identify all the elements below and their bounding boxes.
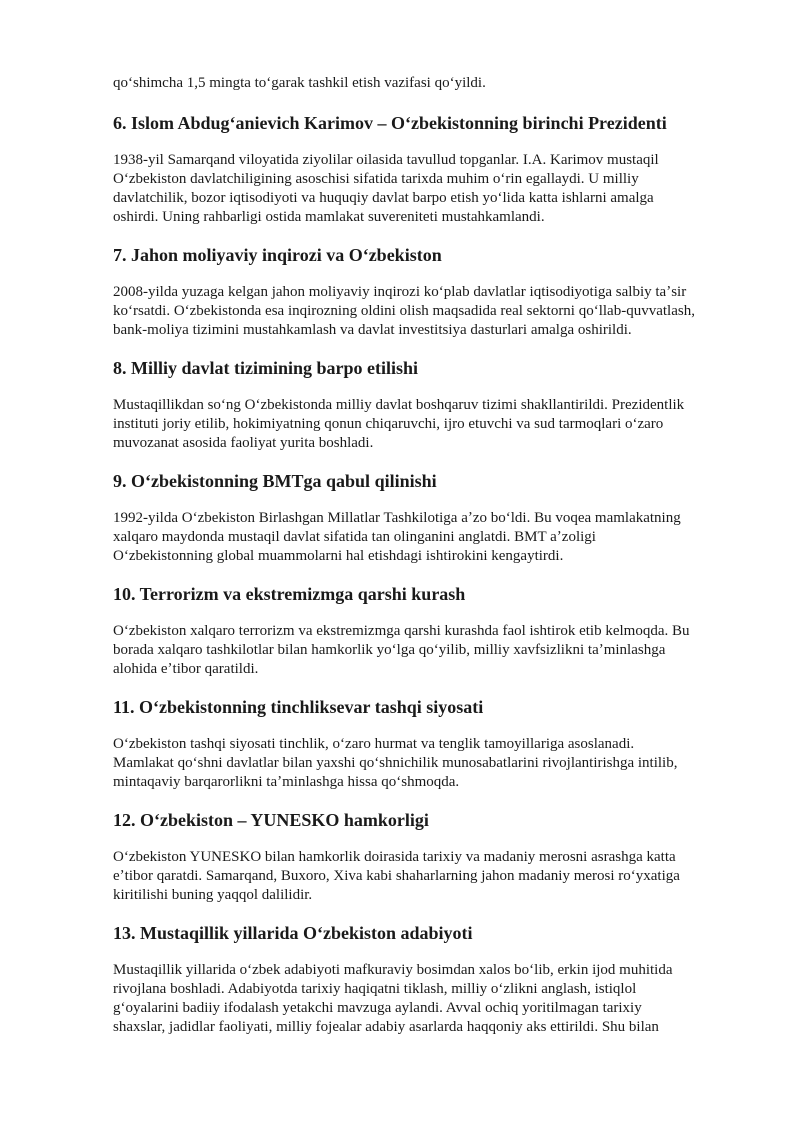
section-paragraph xyxy=(113,848,743,905)
section-heading: 8. Milliy davlat tizimining barpo etilishi xyxy=(113,358,419,378)
document-section xyxy=(113,244,743,340)
document-section xyxy=(113,357,743,453)
document-section xyxy=(113,112,743,227)
section-paragraph xyxy=(113,509,743,566)
paragraph-line: 2008-yilda yuzaga kelgan jahon moliyaviy inqirozi koʻplab davlatlar iqtisodiyotiga salbiy taʼsir xyxy=(113,284,687,300)
paragraph-line: davlatchilik, bozor iqtisodiyoti va huquqiy davlat barpo etish yoʻlida katta ishlarni amalga xyxy=(113,190,654,206)
paragraph-line: Oʻzbekiston YUNESKO bilan hamkorlik doirasida tarixiy va madaniy merosni asrashga katta xyxy=(113,849,676,865)
paragraph-line: mintaqaviy barqarorlikni taʼminlashga hissa qoʻshmoqda. xyxy=(113,774,460,790)
paragraph-line: gʻoyalarini badiiy ifodalash yetakchi mavzuga aylandi. Avval ochiq yoritilmagan tarixiy xyxy=(113,1000,642,1016)
paragraph-line: kiritilishi buning yaqqol dalilidir. xyxy=(113,887,313,903)
paragraph-line: Oʻzbekiston davlatchiligining asoschisi sifatida tarixda muhim oʻrin egallaydi. U milliy xyxy=(113,171,639,187)
paragraph-line: eʼtibor qaratdi. Samarqand, Buxoro, Xiva kabi shaharlarning jahon madaniy merosi roʻyxatiga xyxy=(113,868,680,884)
paragraph-line: Oʻzbekiston tashqi siyosati tinchlik, oʻzaro hurmat va tenglik tamoyillariga asoslanadi. xyxy=(113,736,635,752)
paragraph-line: xalqaro maydonda mustaqil davlat sifatida tan olinganini anglatdi. BMT aʼzoligi xyxy=(113,529,596,545)
document-section xyxy=(113,696,743,792)
paragraph-line: Mustaqillikdan soʻng Oʻzbekistonda milliy davlat boshqaruv tizimi shakllantirildi. Prezidentlik xyxy=(113,397,685,413)
section-heading: 11. Oʻzbekistonning tinchliksevar tashqi siyosati xyxy=(113,697,484,717)
section-heading: 7. Jahon moliyaviy inqirozi va Oʻzbekiston xyxy=(113,245,442,265)
section-heading: 10. Terrorizm va ekstremizmga qarshi kurash xyxy=(113,584,466,604)
section-paragraph xyxy=(113,622,743,679)
paragraph-line: 1992-yilda Oʻzbekiston Birlashgan Millatlar Tashkilotiga aʼzo boʻldi. Bu voqea mamlakatning xyxy=(113,510,681,526)
sections-container xyxy=(113,112,743,1037)
document-page xyxy=(113,74,743,1054)
section-heading: 12. Oʻzbekiston – YUNESKO hamkorligi xyxy=(113,810,429,830)
paragraph-line: 1938-yil Samarqand viloyatida ziyolilar oilasida tavullud topganlar. I.A. Karimov mustaqil xyxy=(113,152,659,168)
paragraph-line: bank-moliya tizimini mustahkamlash va davlat investitsiya dasturlari amalga oshirildi. xyxy=(113,322,632,338)
paragraph-line: instituti joriy etilib, hokimiyatning qonun chiqaruvchi, ijro etuvchi va sud tarmoqlari oʻzaro xyxy=(113,416,664,432)
paragraph-line: Oʻzbekiston xalqaro terrorizm va ekstremizmga qarshi kurashda faol ishtirok etib kelmoqda. Bu xyxy=(113,623,690,639)
paragraph-line: oshirdi. Uning rahbarligi ostida mamlakat suvereniteti mustahkamlandi. xyxy=(113,209,545,225)
paragraph-line: alohida eʼtibor qaratildi. xyxy=(113,661,259,677)
document-section xyxy=(113,470,743,566)
paragraph-line: rivojlana boshladi. Adabiyotda tarixiy haqiqatni tiklash, milliy oʻzlikni anglash, istiqlol xyxy=(113,981,637,997)
lead-paragraph: qoʻshimcha 1,5 mingta toʻgarak tashkil etish vazifasi qoʻyildi. xyxy=(113,75,486,91)
document-section xyxy=(113,922,743,1037)
paragraph-line: koʻrsatdi. Oʻzbekistonda esa inqirozning oldini olish maqsadida real sektorni qoʻllab-quvvatlash, xyxy=(113,303,695,319)
paragraph-line: Mamlakat qoʻshni davlatlar bilan yaxshi qoʻshnichilik munosabatlarini rivojlantirishga intilib, xyxy=(113,755,678,771)
document-section xyxy=(113,809,743,905)
section-paragraph xyxy=(113,961,743,1037)
paragraph-line: Mustaqillik yillarida oʻzbek adabiyoti mafkuraviy bosimdan xalos boʻlib, erkin ijod muhitida xyxy=(113,962,673,978)
section-paragraph xyxy=(113,151,743,227)
paragraph-line: Oʻzbekistonning global muammolarni hal etishdagi ishtirokini kengaytirdi. xyxy=(113,548,564,564)
paragraph-line: borada xalqaro tashkilotlar bilan hamkorlik yoʻlga qoʻyilib, milliy xavfsizlikni taʼminlashga xyxy=(113,642,666,658)
paragraph-line: shaxslar, jadidlar faoliyati, milliy fojealar adabiy asarlarda haqqoniy aks ettirildi. Shu bilan xyxy=(113,1019,659,1035)
section-paragraph xyxy=(113,283,743,340)
section-paragraph xyxy=(113,735,743,792)
section-heading: 13. Mustaqillik yillarida Oʻzbekiston adabiyoti xyxy=(113,923,473,943)
document-section xyxy=(113,583,743,679)
section-heading: 6. Islom Abdugʻanievich Karimov – Oʻzbekistonning birinchi Prezidenti xyxy=(113,113,667,133)
paragraph-line: muvozanat asosida faoliyat yurita boshladi. xyxy=(113,435,374,451)
section-paragraph xyxy=(113,396,743,453)
section-heading: 9. Oʻzbekistonning BMTga qabul qilinishi xyxy=(113,471,437,491)
